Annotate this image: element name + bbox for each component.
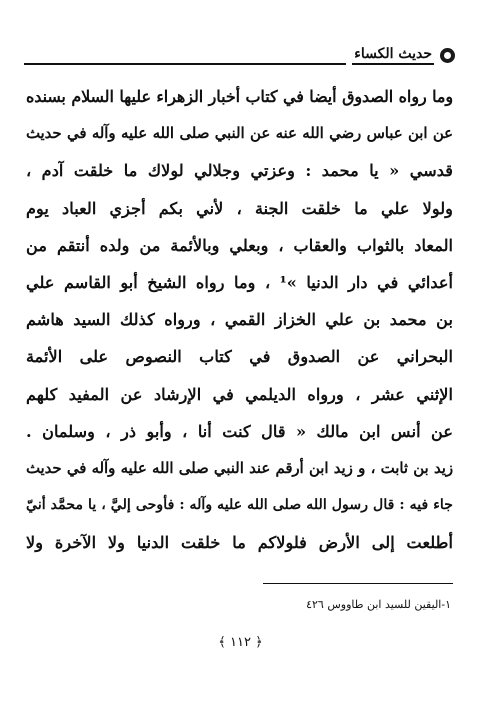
text-line: المعاد بالثواب والعقاب ، وبعلي وبالأئمة من ولده أنتقم من bbox=[26, 235, 453, 255]
text-line: قدسي « يا محمد : وعزتي وجلالي لولاك ما خلقت آدم ، bbox=[26, 161, 453, 181]
footnote-rule bbox=[263, 583, 453, 584]
text-line: وما رواه الصدوق أيضا في كتاب أخبار الزهراء عليها السلام بسنده bbox=[26, 87, 453, 106]
text-line: البحراني عن الصدوق في كتاب النصوص على الأئمة bbox=[26, 347, 453, 367]
text-line: ولولا علي ما خلقت الجنة ، لأني بكم أجزي العباد يوم bbox=[26, 198, 453, 218]
text-line: عن أنس ابن مالك « قال كنت أنا ، وأبو ذر ، وسلمان . bbox=[26, 421, 453, 441]
running-header bbox=[24, 44, 455, 66]
text-line: الإثني عشر ، ورواه الديلمي في الإرشاد عن المفيد كلهم bbox=[26, 384, 453, 404]
rosette-ornament-icon bbox=[440, 48, 455, 63]
running-title: حديث الكساء bbox=[352, 46, 434, 65]
text-line: جاء فيه : قال رسول الله صلى الله عليه وآله : فأوحى إليَّ ، يا محمَّد أنيّ bbox=[26, 497, 453, 514]
text-line: أعدائي في دار الدنيا »¹ ، وما رواه الشيخ أبو القاسم علي bbox=[26, 272, 453, 292]
header-rule bbox=[24, 63, 346, 65]
text-line: أطلعت إلى الأرض فلولاكم ما خلقت الدنيا ولا الآخرة ولا bbox=[26, 533, 453, 553]
text-line: زيد بن ثابت ، و زيد ابن أرقم عند النبي صلى الله عليه وآله في حديث bbox=[26, 459, 453, 477]
footnote: ١-اليقين للسيد ابن طاووس ٤٢٦ bbox=[306, 598, 451, 611]
page-number: ﴿ ١١٢ ﴾ bbox=[218, 635, 263, 650]
text-line: بن محمد بن علي الخزاز القمي ، ورواه كذلك السيد هاشم bbox=[26, 310, 453, 330]
text-line: عن ابن عباس رضي الله عنه عن النبي صلى الله عليه وآله في حديث bbox=[26, 125, 453, 143]
body-text bbox=[26, 78, 453, 561]
